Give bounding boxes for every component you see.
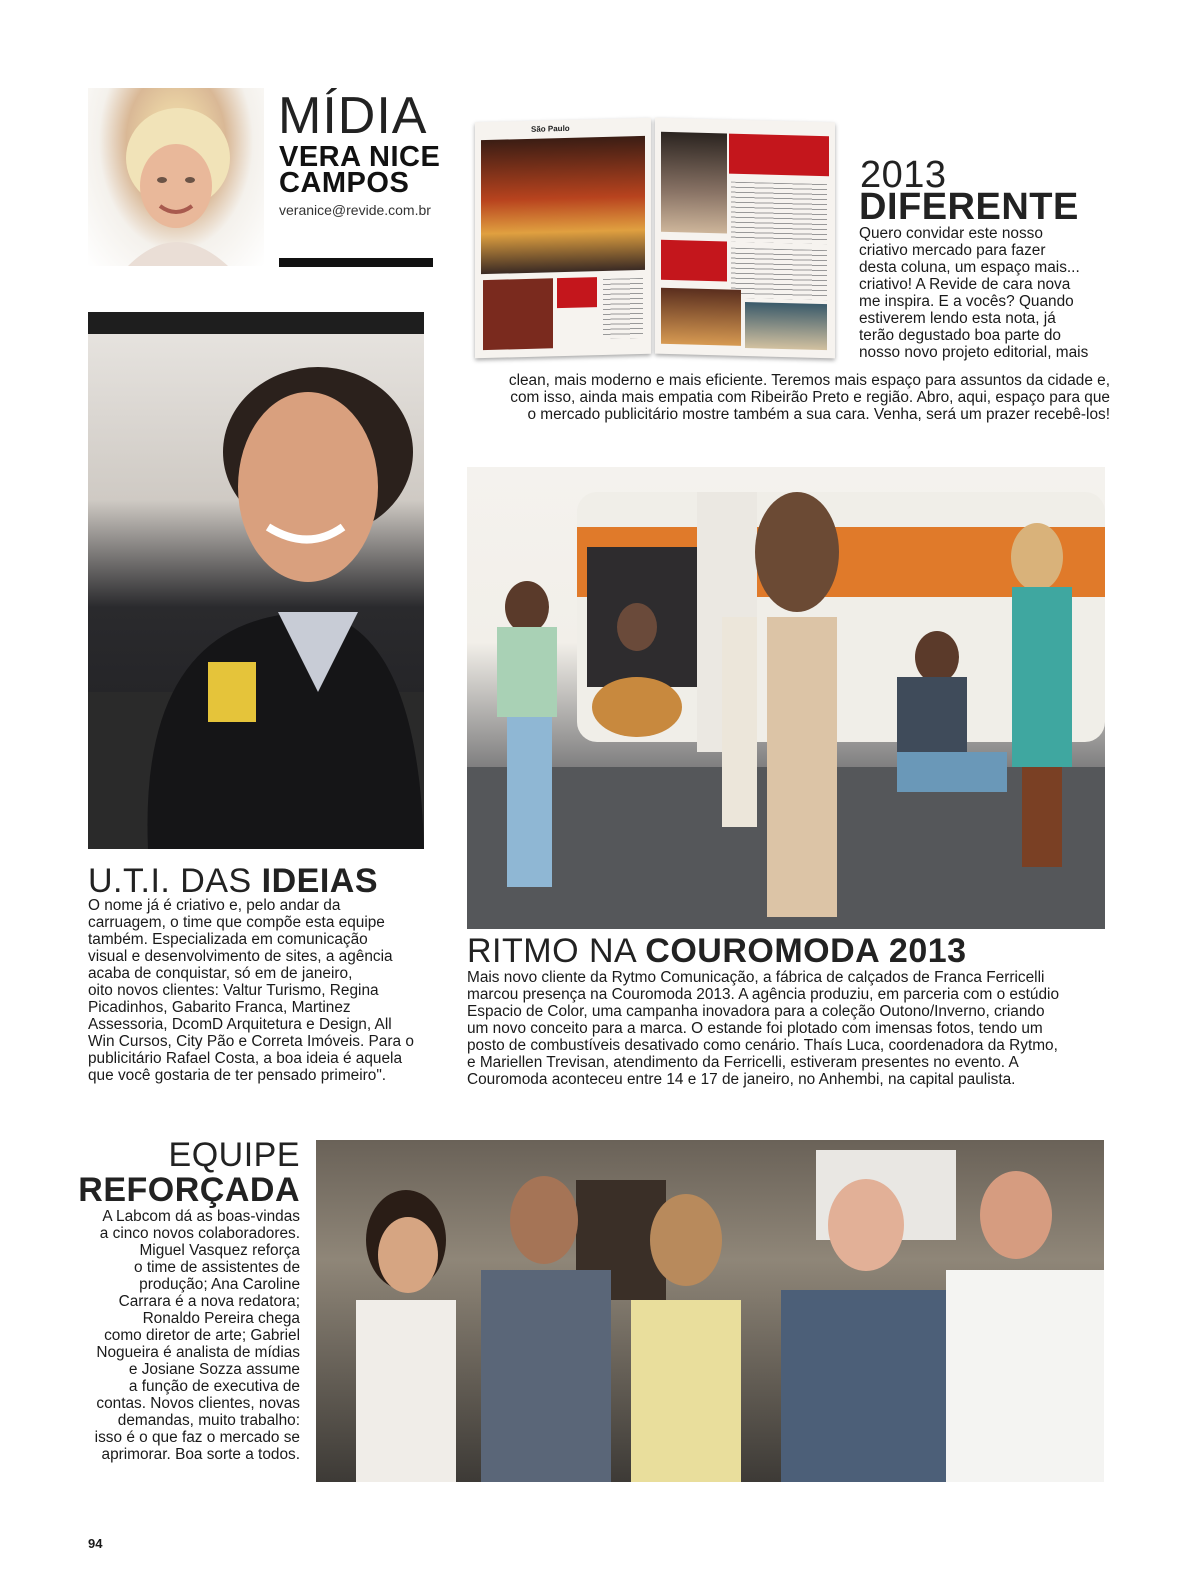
uti-body xyxy=(88,897,428,1084)
text-line: Win Cursos, City Pão e Correta Imóveis. Para o xyxy=(88,1033,414,1050)
text-line: Espacio de Color, uma campanha inovadora para a coleção Outono/Inverno, criando xyxy=(467,1003,1045,1020)
text-line: nosso novo projeto editorial, mais xyxy=(859,344,1089,361)
text-line: que você gostaria de ter pensado primeiro". xyxy=(88,1067,387,1084)
text-line: produção; Ana Caroline xyxy=(139,1276,300,1293)
uti-title-light: U.T.I. DAS xyxy=(88,862,262,900)
equipe-photo xyxy=(316,1140,1104,1482)
diferente-body-narrow xyxy=(859,225,1109,361)
text-line: o time de assistentes de xyxy=(134,1259,300,1276)
author-name-line2: CAMPOS xyxy=(279,167,410,199)
text-line: Ronaldo Pereira chega xyxy=(142,1310,300,1327)
equipe-title-bold: REFORÇADA xyxy=(78,1171,300,1209)
text-line: Quero convidar este nosso xyxy=(859,225,1043,242)
text-line: A Labcom dá as boas-vindas xyxy=(102,1208,300,1225)
text-line: a cinco novos colaboradores. xyxy=(99,1225,300,1242)
section-title: MÍDIA xyxy=(278,87,428,145)
text-line: Assessoria, DcomD Arquitetura e Design, All xyxy=(88,1016,392,1033)
couromoda-photo xyxy=(467,467,1105,929)
ritmo-body xyxy=(467,969,1112,1088)
header-rule xyxy=(279,258,433,267)
text-line: e Mariellen Trevisan, atendimento da Ferricelli, estiveram presentes no evento. A xyxy=(467,1054,1019,1071)
ritmo-title xyxy=(467,934,967,968)
text-line: visual e desenvolvimento de sites, a agência xyxy=(88,948,393,965)
text-line: Miguel Vasquez reforça xyxy=(139,1242,300,1259)
spread-left-label: São Paulo xyxy=(531,123,570,134)
equipe-photo-figure xyxy=(316,1140,1104,1482)
text-line: publicitário Rafael Costa, a boa ideia é aquela xyxy=(88,1050,403,1067)
text-line: estiverem lendo esta nota, já xyxy=(859,310,1056,327)
couromoda-photo-figure xyxy=(467,467,1105,929)
diferente-year: 2013 xyxy=(860,154,947,196)
text-line: terão degustado boa parte do xyxy=(859,327,1061,344)
text-line: Mais novo cliente da Rytmo Comunicação, a fábrica de calçados de Franca Ferricelli xyxy=(467,969,1045,986)
text-line: desta coluna, um espaço mais... xyxy=(859,259,1080,276)
text-line: marcou presença na Couromoda 2013. A agência produziu, em parceria com o estúdio xyxy=(467,986,1060,1003)
author-name-line1: VERA NICE xyxy=(279,141,441,173)
uti-photo-figure xyxy=(88,312,424,849)
text-line: e Josiane Sozza assume xyxy=(128,1361,300,1378)
spread-left-page xyxy=(475,118,651,359)
author-email[interactable]: veranice@revide.com.br xyxy=(279,202,431,218)
text-line: contas. Novos clientes, novas xyxy=(96,1395,300,1412)
diferente-body-wide xyxy=(470,372,1110,423)
ritmo-title-light: RITMO NA xyxy=(467,932,646,970)
text-line: oito novos clientes: Valtur Turismo, Regina xyxy=(88,982,379,999)
text-line: carruagem, o time que compõe esta equipe xyxy=(88,914,385,931)
text-line: a função de executiva de xyxy=(128,1378,300,1395)
spread-right-page xyxy=(655,118,835,359)
text-line: criativo! A Revide de cara nova xyxy=(859,276,1071,293)
equipe-body xyxy=(60,1208,300,1463)
text-line: isso é o que faz o mercado se xyxy=(94,1429,300,1446)
text-line: Couromoda aconteceu entre 14 e 17 de janeiro, no Anhembi, na capital paulista. xyxy=(467,1071,1016,1088)
text-line: demandas, muito trabalho: xyxy=(117,1412,300,1429)
text-line: Picadinhos, Gabarito Franca, Martinez xyxy=(88,999,351,1016)
text-line: com isso, ainda mais empatia com Ribeirão Preto e região. Abro, aqui, espaço para que xyxy=(510,389,1110,406)
text-line: me inspira. E a vocês? Quando xyxy=(859,293,1074,310)
uti-title-bold: IDEIAS xyxy=(261,862,378,900)
text-line: acaba de conquistar, só em de janeiro, xyxy=(88,965,353,982)
columnist-portrait xyxy=(88,88,264,266)
page-number: 94 xyxy=(88,1536,103,1551)
uti-title xyxy=(88,864,378,898)
text-line: um novo conceito para a marca. O estande foi plotado com imensas fotos, tendo um xyxy=(467,1020,1043,1037)
text-line: posto de combustíveis desativado como cenário. Thaís Luca, coordenadora da Rytmo, xyxy=(467,1037,1058,1054)
magazine-spread-image xyxy=(463,112,848,362)
text-line: Nogueira é analista de mídias xyxy=(96,1344,300,1361)
text-line: Carrara é a nova redatora; xyxy=(118,1293,300,1310)
text-line: como diretor de arte; Gabriel xyxy=(104,1327,300,1344)
uti-photo xyxy=(88,312,424,849)
diferente-title: DIFERENTE xyxy=(859,186,1079,228)
portrait-figure xyxy=(88,88,264,266)
text-line: O nome já é criativo e, pelo andar da xyxy=(88,897,341,914)
text-line: clean, mais moderno e mais eficiente. Teremos mais espaço para assuntos da cidade e, xyxy=(508,372,1110,389)
text-line: o mercado publicitário mostre também a sua cara. Venha, será um prazer recebê-los! xyxy=(527,406,1110,423)
equipe-title-light: EQUIPE xyxy=(168,1136,300,1174)
text-line: criativo mercado para fazer xyxy=(859,242,1046,259)
text-line: aprimorar. Boa sorte a todos. xyxy=(101,1446,300,1463)
ritmo-title-bold: COUROMODA 2013 xyxy=(645,932,967,970)
text-line: também. Especializada em comunicação xyxy=(88,931,368,948)
